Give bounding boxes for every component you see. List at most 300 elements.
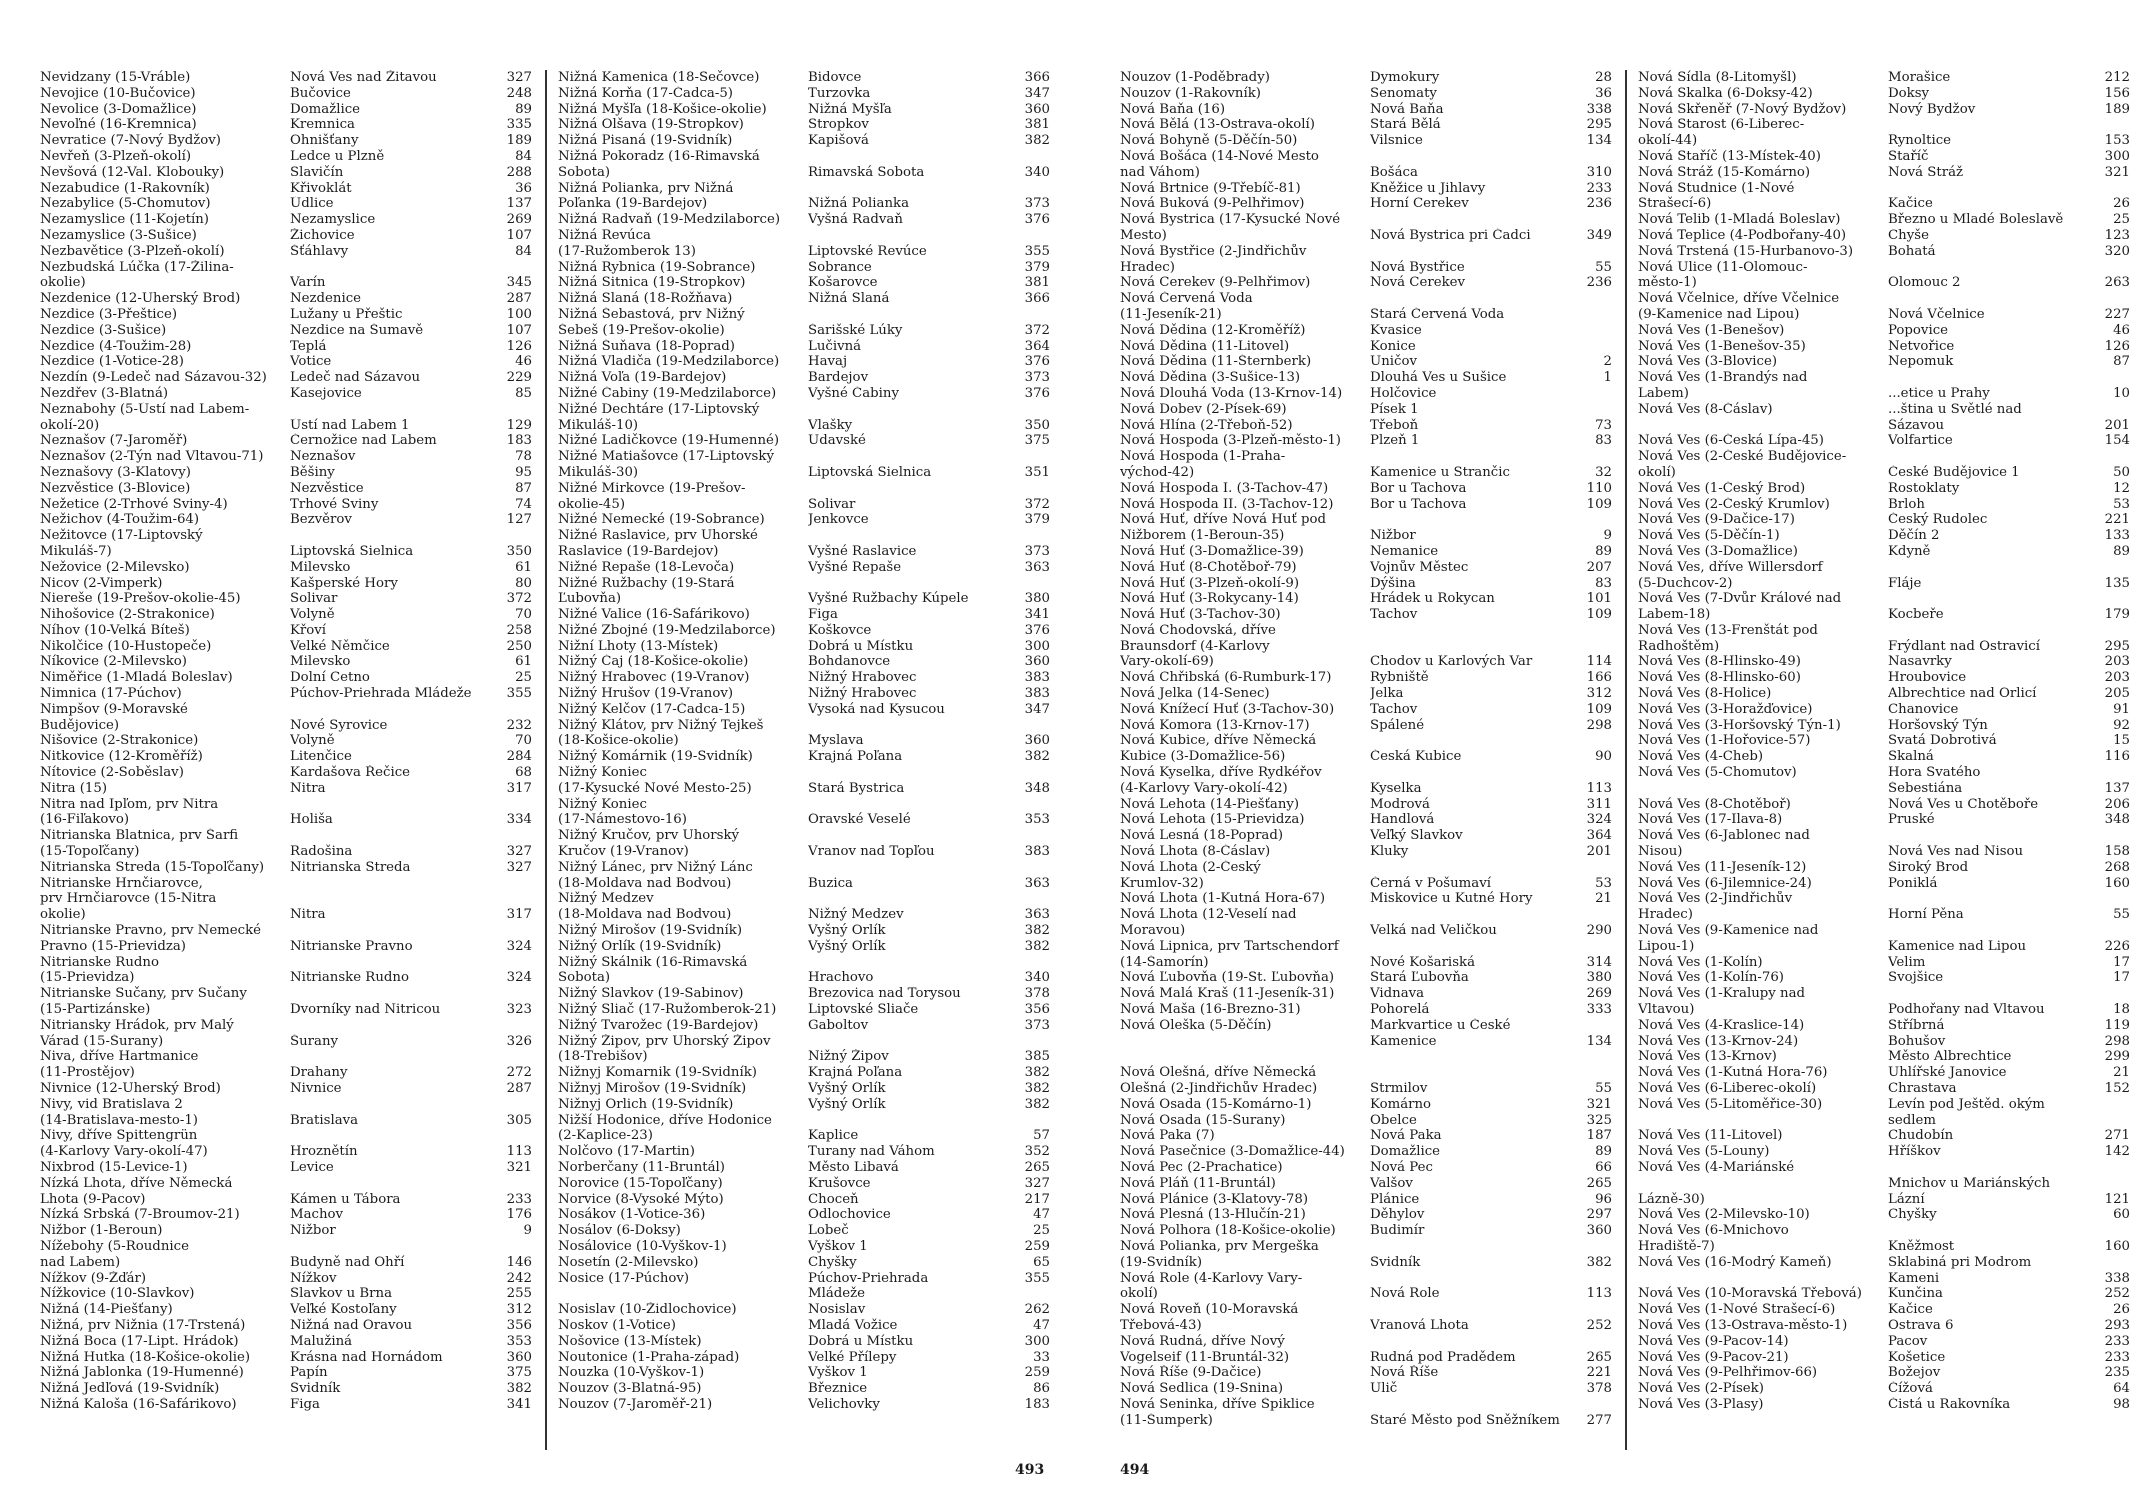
- index-entry: [40, 591, 532, 607]
- entry-name: (18-Moldava nad Bodvou): [558, 875, 732, 891]
- entry-post-office: Dlouhá Ves u Sušice: [1370, 370, 1507, 386]
- left-page: [40, 70, 1050, 1478]
- index-entry: [1120, 102, 1612, 118]
- entry-page-ref: 298: [2104, 1033, 2130, 1049]
- index-entry: [1120, 1128, 1612, 1144]
- index-entry: [1638, 939, 2130, 955]
- entry-name: Nová Huť (3-Domažlice-39): [1120, 543, 1304, 559]
- entry-post-office: Český Rudolec: [1888, 512, 1988, 528]
- entry-name: Nižborem (1-Beroun-35): [1120, 528, 1285, 544]
- index-entry: [558, 1334, 1050, 1350]
- index-entry: [1638, 876, 2130, 892]
- entry-post-office: Solivar: [808, 496, 856, 512]
- entry-name: Nižbor (1-Beroun): [40, 1223, 163, 1239]
- entry-page-ref: 338: [2104, 1270, 2130, 1286]
- index-entry: [1120, 1081, 1612, 1097]
- entry-page-ref: 340: [1024, 970, 1050, 986]
- entry-name: Nová Brtnice (9-Třebíč-81): [1120, 180, 1301, 196]
- entry-post-office: Figa: [290, 1396, 320, 1412]
- entry-page-ref: 373: [1024, 543, 1050, 559]
- index-entry: [558, 339, 1050, 355]
- index-entry: [1120, 260, 1612, 276]
- index-entry: [40, 654, 532, 670]
- entry-post-office: Kocbeře: [1888, 607, 1944, 623]
- entry-name: Nová Huť (3-Rokycany-14): [1120, 591, 1299, 607]
- entry-page-ref: 107: [506, 227, 532, 243]
- entry-name: Norberčany (11-Bruntál): [558, 1159, 725, 1175]
- entry-post-office: Volyně: [290, 607, 335, 623]
- entry-name: Nižné Ladičkovce (19-Humenné): [558, 433, 780, 449]
- index-entry: [1120, 212, 1612, 228]
- entry-page-ref: 258: [506, 622, 532, 638]
- entry-post-office: Vyšný Orlík: [808, 938, 886, 954]
- entry-name: Moravou): [1120, 923, 1186, 939]
- index-entry: [558, 812, 1050, 828]
- entry-post-office: Levín pod Ještěd. okým: [1888, 1096, 2045, 1112]
- entry-page-ref: 363: [1024, 875, 1050, 891]
- entry-post-office: Vyšné Ružbachy Kúpele: [808, 591, 969, 607]
- entry-post-office: Machov: [290, 1207, 344, 1223]
- index-entry: [558, 1381, 1050, 1397]
- entry-name: Nová Dědina (3-Sušice-13): [1120, 370, 1301, 386]
- index-entry: [1120, 781, 1612, 797]
- entry-name: Nová Lesná (18-Poprad): [1120, 828, 1284, 844]
- index-entry: [1120, 465, 1612, 481]
- entry-page-ref: 373: [1024, 370, 1050, 386]
- entry-post-office: Kapišová: [808, 133, 869, 149]
- entry-page-ref: 327: [506, 70, 532, 85]
- entry-name: Nižná Kaloša (16-Šafárikovo): [40, 1396, 237, 1412]
- entry-page-ref: 310: [1586, 164, 1612, 180]
- entry-post-office: Vyšný Orlík: [808, 923, 886, 939]
- entry-name: Nevratice (7-Nový Bydžov): [40, 133, 221, 149]
- entry-name: Nová Lhota (2-Český: [1120, 859, 1261, 875]
- entry-post-office: Vyšné Čabiny: [808, 385, 900, 401]
- index-entry: [558, 433, 1050, 449]
- index-entry: [1638, 117, 2130, 133]
- index-entry: [40, 149, 532, 165]
- entry-post-office: Nová Pec: [1370, 1159, 1433, 1175]
- index-entry: [558, 165, 1050, 181]
- entry-name: Nová Ves (9-Kamenice nad: [1638, 923, 1819, 939]
- index-entry: [1638, 339, 2130, 355]
- entry-name: Nicov (2-Vimperk): [40, 575, 163, 591]
- index-entry: [1120, 481, 1612, 497]
- entry-page-ref: 300: [1024, 638, 1050, 654]
- index-entry: [558, 623, 1050, 639]
- entry-name: Nová Sídla (8-Litomyšl): [1638, 70, 1797, 85]
- entry-page-ref: 348: [1024, 780, 1050, 796]
- entry-name: okolie-45): [558, 496, 626, 512]
- entry-post-office: Domažlice: [1370, 1144, 1441, 1160]
- index-entry: [558, 386, 1050, 402]
- entry-page-ref: 327: [506, 859, 532, 875]
- entry-post-office: Nezdenice: [290, 291, 362, 307]
- index-entry: [558, 275, 1050, 291]
- index-entry: [40, 812, 532, 828]
- entry-post-office: Brloh: [1888, 496, 1925, 512]
- index-entry: [1120, 686, 1612, 702]
- entry-page-ref: 113: [506, 1144, 532, 1160]
- entry-name: (18-Moldava nad Bodvou): [558, 907, 732, 923]
- entry-name: Nová Lhota (1-Kutná Hora-67): [1120, 891, 1326, 907]
- entry-page-ref: 207: [1586, 559, 1612, 575]
- entry-page-ref: 366: [1024, 291, 1050, 307]
- entry-page-ref: 379: [1024, 512, 1050, 528]
- index-entry: [1120, 512, 1612, 528]
- entry-name: okolí): [1120, 1286, 1158, 1302]
- index-entry: [558, 607, 1050, 623]
- entry-post-office: Nosislav: [808, 1302, 866, 1318]
- entry-name: Nová Pec (2-Prachatice): [1120, 1159, 1283, 1175]
- entry-post-office: Lázní: [1888, 1191, 1925, 1207]
- entry-post-office: Chanovice: [1888, 701, 1959, 717]
- entry-name: Kubice (3-Domažlice-56): [1120, 749, 1286, 765]
- entry-post-office: Bor u Tachova: [1370, 496, 1467, 512]
- entry-post-office: Nemanice: [1370, 543, 1439, 559]
- entry-page-ref: 127: [506, 512, 532, 528]
- entry-post-office: Rybniště: [1370, 670, 1429, 686]
- entry-name: Nová Ves (1-Kralupy nad: [1638, 986, 1806, 1002]
- entry-page-ref: 352: [1024, 1144, 1050, 1160]
- entry-post-office: Popovice: [1888, 322, 1949, 338]
- entry-post-office: Staříč: [1888, 148, 1929, 164]
- entry-post-office: Chyšky: [808, 1254, 857, 1270]
- entry-post-office: Volfartice: [1888, 433, 1953, 449]
- index-entry: [1120, 749, 1612, 765]
- entry-name: Nová Studnice (1-Nové: [1638, 180, 1795, 196]
- index-entry: [558, 481, 1050, 497]
- index-entry: [1638, 133, 2130, 149]
- entry-name: Nová Říše (9-Dačice): [1120, 1365, 1262, 1381]
- entry-post-office: Čistá u Rakovníka: [1888, 1396, 2011, 1412]
- index-entry: [1120, 339, 1612, 355]
- index-entry: [558, 497, 1050, 513]
- entry-page-ref: 226: [2104, 938, 2130, 954]
- entry-name: Nisou): [1638, 844, 1683, 860]
- entry-name: Nezdice (3-Přeštice): [40, 306, 178, 322]
- entry-name: okolí): [1638, 464, 1676, 480]
- index-entry: [1638, 165, 2130, 181]
- entry-page-ref: 160: [2104, 1238, 2130, 1254]
- entry-name: Nikolčice (10-Hustopeče): [40, 638, 212, 654]
- index-entry: [1638, 607, 2130, 623]
- index-entry: [1120, 765, 1612, 781]
- entry-post-office: Kardašova Řečice: [290, 765, 411, 781]
- entry-name: Nová Ves (13-Krnov-24): [1638, 1033, 1799, 1049]
- entry-name: Mikuláš-7): [40, 543, 112, 559]
- entry-post-office: Hroubovice: [1888, 670, 1967, 686]
- entry-name: Nevšová (12-Val. Klobouky): [40, 164, 225, 180]
- index-entry: [40, 576, 532, 592]
- index-entry: [1638, 323, 2130, 339]
- index-entry: [40, 370, 532, 386]
- entry-name: Nitrianska Streda (15-Topoľčany): [40, 859, 265, 875]
- entry-post-office: Hříškov: [1888, 1144, 1941, 1160]
- index-entry: [40, 986, 532, 1002]
- entry-name: Nová Ves (3-Plasy): [1638, 1396, 1764, 1412]
- entry-name: Nová Bělá (13-Ostrava-okolí): [1120, 117, 1315, 133]
- entry-name: Nová Roveň (10-Moravská: [1120, 1302, 1299, 1318]
- entry-post-office: Buzica: [808, 875, 853, 891]
- entry-name: Nezamyslice (11-Kojetín): [40, 212, 209, 228]
- entry-post-office: České Budějovice 1: [1888, 464, 2020, 480]
- index-entry: [1120, 923, 1612, 939]
- entry-name: Nitkovice (12-Kroměříž): [40, 749, 203, 765]
- index-entry: [1638, 1207, 2130, 1223]
- entry-page-ref: 300: [1024, 1333, 1050, 1349]
- index-entry: [1120, 149, 1612, 165]
- index-entry: [40, 639, 532, 655]
- entry-name: Nová Ves (10-Moravská Třebová): [1638, 1286, 1862, 1302]
- entry-name: Nová Ves (8-Holice): [1638, 686, 1772, 702]
- index-entry: [40, 797, 532, 813]
- entry-name: Nová Včelnice, dříve Včelnice: [1638, 291, 1840, 307]
- entry-name: Nižná Olšava (19-Stropkov): [558, 117, 744, 133]
- entry-name: Nitrianske Sučany, prv Sučany: [40, 986, 247, 1002]
- entry-name: (11-Prostějov): [40, 1065, 135, 1081]
- index-entry: [1638, 1334, 2130, 1350]
- entry-name: prv Hrnčiarovce (15-Nitra: [40, 891, 217, 907]
- entry-page-ref: 382: [1024, 1065, 1050, 1081]
- index-entry: [1638, 418, 2130, 434]
- entry-page-ref: 233: [2104, 1349, 2130, 1365]
- entry-page-ref: 152: [2104, 1081, 2130, 1096]
- index-entry: [1120, 1049, 1612, 1065]
- entry-post-office: Obelce: [1370, 1112, 1417, 1128]
- entry-page-ref: 353: [1024, 812, 1050, 828]
- entry-post-office: Nižný Hrabovec: [808, 686, 917, 702]
- entry-post-office: Ulič: [1370, 1381, 1398, 1397]
- entry-page-ref: 232: [506, 717, 532, 733]
- index-entry: [40, 402, 532, 418]
- entry-page-ref: 137: [506, 196, 532, 212]
- entry-post-office: Kvasice: [1370, 322, 1422, 338]
- entry-page-ref: 66: [1595, 1159, 1612, 1175]
- index-entry: [1120, 117, 1612, 133]
- index-entry: [1120, 1239, 1612, 1255]
- entry-page-ref: 78: [515, 449, 532, 465]
- entry-page-ref: 252: [2104, 1286, 2130, 1302]
- index-entry: [1638, 560, 2130, 576]
- index-entry: [1120, 1255, 1612, 1271]
- entry-page-ref: 183: [1024, 1396, 1050, 1412]
- entry-name: Nižné Nemecké (19-Sobrance): [558, 512, 765, 528]
- entry-post-office: Kněžice u Jihlavy: [1370, 180, 1486, 196]
- entry-page-ref: 153: [2104, 133, 2130, 149]
- entry-post-office: Nitrianske Pravno: [290, 938, 413, 954]
- index-entry: [1638, 970, 2130, 986]
- entry-page-ref: 325: [1586, 1112, 1612, 1128]
- index-entry: [1638, 181, 2130, 197]
- index-entry: [1120, 433, 1612, 449]
- entry-post-office: Šťáhlavy: [290, 243, 349, 259]
- entry-name: Nová Ves (2-Český Krumlov): [1638, 496, 1830, 512]
- entry-post-office: Frýdlant nad Ostravicí: [1888, 638, 2040, 654]
- index-entry: [1120, 670, 1612, 686]
- entry-name: Nová Chřibská (6-Rumburk-17): [1120, 670, 1332, 686]
- entry-name: Nižná Jablonka (19-Humenné): [40, 1365, 244, 1381]
- index-entry: [1638, 797, 2130, 813]
- entry-name: Neznabohy (5-Ústí nad Labem-: [40, 401, 250, 417]
- index-entry: [40, 955, 532, 971]
- entry-post-office: Albrechtice nad Orlicí: [1888, 686, 2037, 702]
- entry-post-office: Vilsnice: [1370, 133, 1423, 149]
- entry-post-office: Nižbor: [1370, 528, 1416, 544]
- entry-name: Nevidzany (15-Vráble): [40, 70, 191, 85]
- entry-page-ref: 382: [1024, 133, 1050, 149]
- entry-name: (17-Námestovo-16): [558, 812, 687, 828]
- index-entry: [40, 749, 532, 765]
- index-entry: [558, 639, 1050, 655]
- entry-page-ref: 236: [1586, 196, 1612, 212]
- entry-post-office: Pohorelá: [1370, 1002, 1430, 1018]
- index-entry: [1638, 702, 2130, 718]
- index-entry: [40, 1318, 532, 1334]
- entry-page-ref: 262: [1024, 1302, 1050, 1318]
- entry-post-office: Kaplice: [808, 1128, 859, 1144]
- entry-name: Nižný Hrušov (19-Vranov): [558, 686, 734, 702]
- index-entry: [1638, 354, 2130, 370]
- entry-page-ref: 233: [2104, 1333, 2130, 1349]
- entry-page-ref: 312: [1586, 686, 1612, 702]
- entry-page-ref: 233: [1586, 180, 1612, 196]
- entry-name: Nová Ves (11-Litovel): [1638, 1128, 1783, 1144]
- entry-post-office: Nezvěstice: [290, 480, 364, 496]
- entry-name: Nižné Matiašovce (17-Liptovský: [558, 449, 774, 465]
- entry-post-office: Strmilov: [1370, 1081, 1428, 1096]
- index-entry: [40, 844, 532, 860]
- entry-page-ref: 300: [2104, 148, 2130, 164]
- entry-page-ref: 109: [1586, 701, 1612, 717]
- entry-post-office: Sobrance: [808, 259, 872, 275]
- index-entry: [1120, 1413, 1612, 1429]
- entry-post-office: Komárno: [1370, 1096, 1432, 1112]
- entry-name: Nová Ves (1-Benešov): [1638, 322, 1785, 338]
- index-entry: [40, 260, 532, 276]
- entry-post-office: Stará Ľubovňa: [1370, 970, 1469, 986]
- index-entry: [558, 133, 1050, 149]
- index-entry: [1638, 844, 2130, 860]
- entry-page-ref: 154: [2104, 433, 2130, 449]
- entry-post-office: Šurany: [290, 1033, 339, 1049]
- entry-name: Nová Lehota (14-Piešťany): [1120, 796, 1300, 812]
- entry-name: Nižná Voľa (19-Bardejov): [558, 370, 727, 386]
- entry-page-ref: 26: [2113, 1302, 2130, 1318]
- entry-post-office: Votice: [290, 354, 332, 370]
- entry-name: Raslavice (19-Bardejov): [558, 543, 719, 559]
- entry-name: Labem): [1638, 385, 1689, 401]
- entry-page-ref: 25: [2113, 212, 2130, 228]
- entry-page-ref: 83: [1595, 575, 1612, 591]
- entry-post-office: Děhylov: [1370, 1207, 1425, 1223]
- entry-page-ref: 324: [506, 970, 532, 986]
- entry-name: Nová Ves (1-Kolín-76): [1638, 970, 1784, 986]
- entry-page-ref: 312: [506, 1302, 532, 1318]
- entry-name: Nová Ves (4-Kraslice-14): [1638, 1017, 1805, 1033]
- index-entry: [1638, 907, 2130, 923]
- entry-post-office: Ohnišťany: [290, 133, 359, 149]
- entry-page-ref: 55: [2113, 907, 2130, 923]
- entry-post-office: Bošáca: [1370, 164, 1418, 180]
- index-entry: [558, 149, 1050, 165]
- entry-name: Nižný Klátov, prv Nižný Tejkeš: [558, 717, 764, 733]
- right-page-column-2: [1638, 70, 2130, 1450]
- entry-page-ref: 114: [1586, 654, 1612, 670]
- entry-post-office: Budimír: [1370, 1223, 1425, 1239]
- index-entry: [1120, 860, 1612, 876]
- index-entry: [40, 1334, 532, 1350]
- entry-post-office: Radošina: [290, 844, 353, 860]
- index-entry: [40, 1397, 532, 1413]
- index-entry: [1638, 891, 2130, 907]
- index-entry: [40, 102, 532, 118]
- entry-name: Nová Ves (8-Hlinsko-60): [1638, 670, 1801, 686]
- entry-post-office: Vysoká nad Kysucou: [808, 701, 945, 717]
- entry-post-office: Rynoltice: [1888, 133, 1952, 149]
- entry-page-ref: 373: [1024, 196, 1050, 212]
- index-entry: [40, 1286, 532, 1302]
- index-entry: [1638, 718, 2130, 734]
- entry-name: Nouzov (1-Rakovník): [1120, 85, 1261, 101]
- entry-post-office: Kdyně: [1888, 543, 1931, 559]
- entry-page-ref: 284: [506, 749, 532, 765]
- entry-name: Nová Ves (4-Mariánské: [1638, 1159, 1795, 1175]
- entry-page-ref: 36: [1595, 85, 1612, 101]
- index-entry: [1638, 244, 2130, 260]
- entry-page-ref: 221: [2104, 512, 2130, 528]
- entry-page-ref: 73: [1595, 417, 1612, 433]
- entry-post-office: Svidník: [1370, 1254, 1421, 1270]
- entry-post-office: Solivar: [290, 591, 338, 607]
- index-entry: [1120, 1192, 1612, 1208]
- index-entry: [558, 1271, 1050, 1287]
- index-entry: [40, 1176, 532, 1192]
- index-entry: [558, 1239, 1050, 1255]
- entry-name: Strašecí-6): [1638, 196, 1712, 212]
- entry-page-ref: 1: [1603, 370, 1612, 386]
- entry-name: nad Váhom): [1120, 164, 1200, 180]
- entry-post-office: Konice: [1370, 338, 1416, 354]
- entry-post-office: Bohatá: [1888, 243, 1936, 259]
- entry-page-ref: 373: [1024, 1017, 1050, 1033]
- entry-page-ref: 55: [1595, 259, 1612, 275]
- entry-page-ref: 287: [506, 1081, 532, 1096]
- entry-name: Nová Bystřice (2-Jindřichův: [1120, 243, 1307, 259]
- entry-post-office: Vidnava: [1370, 986, 1425, 1002]
- entry-name: Várad (15-Šurany): [40, 1033, 164, 1049]
- index-entry: [40, 133, 532, 149]
- index-entry: [1638, 686, 2130, 702]
- entry-name: Nižná Jedľová (19-Svidník): [40, 1381, 220, 1397]
- entry-name: Nižný Komárnik (19-Svidník): [558, 749, 753, 765]
- index-entry: [558, 1113, 1050, 1129]
- index-entry: [558, 1034, 1050, 1050]
- index-entry: [1638, 812, 2130, 828]
- entry-post-office: Vyšné Raslavice: [808, 543, 917, 559]
- entry-name: Nižný Sliač (17-Ružomberok-21): [558, 1002, 777, 1018]
- entry-name: Nouzov (1-Poděbrady): [1120, 70, 1270, 85]
- entry-name: Nižná Myšľa (18-Košice-okolie): [558, 101, 767, 117]
- entry-name: Nová Lipnica, prv Tartschendorf: [1120, 938, 1339, 954]
- entry-post-office: Drahany: [290, 1065, 348, 1081]
- index-entry: [558, 828, 1050, 844]
- entry-post-office: Dvorníky nad Nitricou: [290, 1002, 441, 1018]
- entry-page-ref: 25: [1033, 1223, 1050, 1239]
- entry-post-office: Březno u Mladé Boleslavě: [1888, 212, 2064, 228]
- entry-page-ref: 350: [506, 543, 532, 559]
- entry-name: Třebová-43): [1120, 1317, 1202, 1333]
